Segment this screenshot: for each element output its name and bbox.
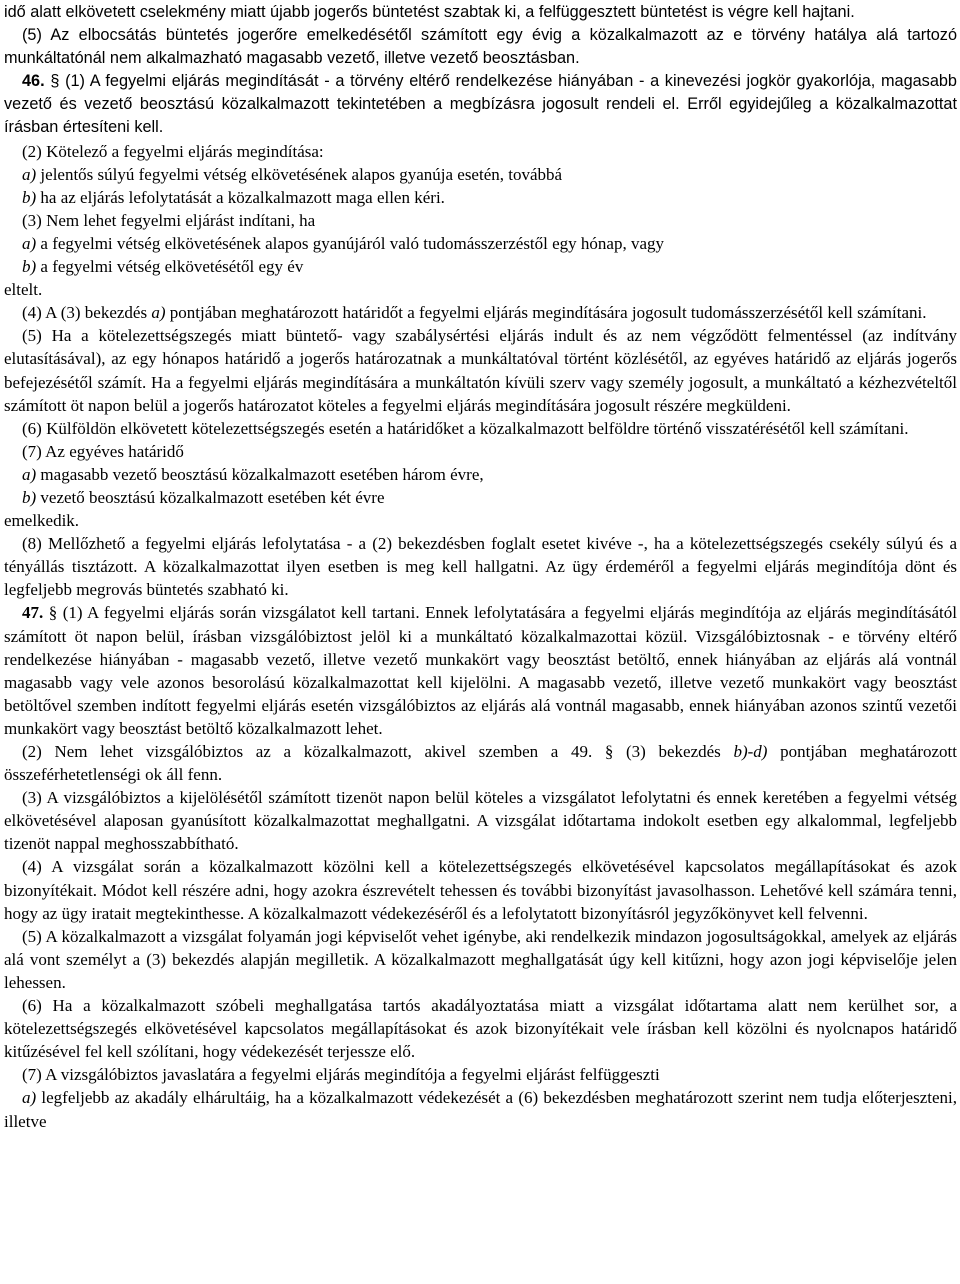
paragraph-text: (8) Mellőzhető a fegyelmi eljárás lefolytatása - a (2) bekezdésben foglalt esetet kivéve -, ha a kötelezettségszegés csekély súlyú és a tényállás tisztázott. A közalkalmazottat ilyen esetben is meg kell hallgatni. Az ügy érdeméről a fegyelmi eljárás megindítója dönt és legfeljebb megrovás büntetés szabható ki. xyxy=(4,534,957,600)
paragraph-text: § (1) A fegyelmi eljárás során vizsgálatot kell tartani. Ennek lefolytatására a fegyelmi eljárás megindítója az eljárás megindításától számított öt napon belül, írásban vizsgálóbiztost jelöl ki a munkáltató közalkalmazottai közül. Vizsgálóbiztosnak - e törvény eltérő rendelkezése hiányában - magasabb vezető, illetve vezető munkakört vagy beosztást betöltő, ennek hiányában az eljárás alá vontnál magasabb vagy vele azonos besorolású közalkalmazottat kell kijelölni. A magasabb vezető, illetve vezető munkakört vagy beosztást betöltővel szemben indított fegyelmi eljárás esetén vizsgálóbiztos az eljárás alá vontnál magasabb, ennek hiányában azonos szintű vezetői munkakört vagy beosztást betöltő közalkalmazott lehet. xyxy=(4,603,957,738)
paragraph-text: eltelt. xyxy=(4,280,43,300)
paragraph xyxy=(4,1,957,24)
section-number: 47. xyxy=(22,603,44,623)
paragraph xyxy=(4,440,957,463)
paragraph-text: (6) Külföldön elkövetett kötelezettségszegés esetén a határidőket a közalkalmazott belföldre történő visszatérésétől kell számítani. xyxy=(22,418,909,438)
paragraph xyxy=(4,532,957,601)
paragraph xyxy=(4,1086,957,1132)
paragraph xyxy=(4,740,957,786)
point-label: a) xyxy=(22,164,37,184)
paragraph-text: (7) Az egyéves határidő xyxy=(22,441,184,461)
paragraph-text: magasabb vezető beosztású közalkalmazott esetében három évre, xyxy=(36,464,484,484)
paragraph-text: legfeljebb az akadály elhárultáig, ha a közalkalmazott védekezését a (6) bekezdésben meghatározott szerint nem tudja előterjeszteni, illetve xyxy=(4,1088,957,1131)
paragraph-text: emelkedik. xyxy=(4,511,80,531)
paragraph-text: (7) A vizsgálóbiztos javaslatára a fegyelmi eljárás megindítója a fegyelmi eljárást felfüggeszti xyxy=(22,1065,660,1085)
section-number: 46. xyxy=(22,72,45,91)
paragraph xyxy=(4,209,957,232)
paragraph-text: (4) A vizsgálat során a közalkalmazott közölni kell a kötelezettségszegés elkövetésével kapcsolatos megállapításokat és azok bizonyítékait. Módot kell részére adni, hogy azokra észrevételt tehessen és további bizonyítást javasolhasson. Lehetővé kell számára tenni, hogy az ügy iratait megtekinthesse. A közalkalmazott védekezéséről és a lefolytatott bizonyításról jegyzőkönyvet kell felvenni. xyxy=(4,857,957,923)
paragraph xyxy=(4,255,957,278)
paragraph xyxy=(4,463,957,486)
paragraph xyxy=(4,855,957,924)
paragraph-text: ha az eljárás lefolytatását a közalkalmazott maga ellen kéri. xyxy=(36,187,445,207)
paragraph-text: (5) Ha a kötelezettségszegés miatt büntető- vagy szabálysértési eljárás indult és az nem végződött felmentéssel (az indítvány elutasításával), az egy hónapos határidő a jogerős határozatnak a munkáltatóval történt közlésétől, az egyéves határidő az eljárás jogerős befejezésétől számít. Ha a fegyelmi eljárás megindítására a munkáltatón kívüli szerv vagy személy jogosult, a munkáltató a kézhezvételtől számított öt napon belül a jogerős határozatot köteles a fegyelmi eljárás megindítására jogosult részére megküldeni. xyxy=(4,326,957,415)
point-label: a) xyxy=(22,1088,37,1108)
paragraph-text: (6) Ha a közalkalmazott szóbeli meghallgatása tartós akadályoztatása miatt a vizsgálat időtartama alatt nem kerülhet sor, a kötelezettségszegés elkövetésével kapcsolatos megállapításokat és azok bizonyítékait vele írásban kell közölni és nyolcnapos határidő kitűzésével fel kell szólítani, hogy védekezését terjessze elő. xyxy=(4,996,957,1062)
paragraph-text: pontjában meghatározott összeférhetetlenségi ok áll fenn. xyxy=(4,742,957,785)
paragraph xyxy=(4,278,957,301)
paragraph xyxy=(4,486,957,509)
paragraph-text: a fegyelmi vétség elkövetésétől egy év xyxy=(36,257,304,277)
paragraph xyxy=(4,186,957,209)
paragraph xyxy=(4,232,957,255)
paragraph xyxy=(4,1063,957,1086)
paragraph xyxy=(4,601,957,740)
paragraph-text: (3) A vizsgálóbiztos a kijelölésétől számított tizenöt napon belül köteles a vizsgálatot lefolytatni és ennek keretében a fegyelmi vétség elkövetésével alaposan gyanúsított közalkalmazottat meghallgatni. A vizsgálat időtartama indokolt esetben egy alkalommal, legfeljebb tizenöt nappal meghosszabbítható. xyxy=(4,788,957,854)
paragraph xyxy=(4,301,957,324)
paragraph-text: a fegyelmi vétség elkövetésének alapos gyanújáról való tudomásszerzéstől egy hónap, vagy xyxy=(36,233,665,253)
point-label: a) xyxy=(22,464,37,484)
paragraph-text: jelentős súlyú fegyelmi vétség elkövetésének alapos gyanúja esetén, továbbá xyxy=(36,164,563,184)
point-label: a) xyxy=(22,233,37,253)
document-body xyxy=(4,1,957,1133)
paragraph xyxy=(4,140,957,163)
paragraph-text: § (1) A fegyelmi eljárás megindítását - a törvény eltérő rendelkezése hiányában - a kinevezési jogkör gyakorlója, magasabb vezető és vezető beosztású közalkalmazott tekintetében a megbízásra jogosult rendeli el. Erről egyidejűleg a közalkalmazottat írásban értesíteni kell. xyxy=(4,72,957,137)
paragraph xyxy=(4,786,957,855)
paragraph xyxy=(4,24,957,70)
paragraph-text: vezető beosztású közalkalmazott esetében két évre xyxy=(36,487,385,507)
point-label: b)-d) xyxy=(733,742,768,761)
paragraph-text: (5) Az elbocsátás büntetés jogerőre emelkedésétől számított egy évig a közalkalmazott az e törvény hatálya alá tartozó munkáltatónál nem alkalmazható magasabb vezető, illetve vezető beosztásban. xyxy=(4,26,957,68)
paragraph-text: (5) A közalkalmazott a vizsgálat folyamán jogi képviselőt vehet igénybe, aki rendelkezik mindazon jogosultságokkal, amelyek az eljárás alá vont személyt a (3) bekezdés alapján megilletik. A közalkalmazott meghallgatását úgy kell kitűzni, hogy azon jogi képviselője jelen lehessen. xyxy=(4,926,957,992)
paragraph-text: idő alatt elkövetett cselekmény miatt újabb jogerős büntetést szabtak ki, a felfüggesztett büntetést is végre kell hajtani. xyxy=(4,3,855,21)
paragraph xyxy=(4,417,957,440)
paragraph xyxy=(4,925,957,994)
paragraph-text: (2) Kötelező a fegyelmi eljárás megindítása: xyxy=(22,141,324,161)
paragraph xyxy=(4,70,957,139)
point-label: b) xyxy=(22,257,37,277)
paragraph-text: (4) A (3) bekezdés xyxy=(22,303,152,323)
point-label: b) xyxy=(22,487,37,507)
paragraph-text: (3) Nem lehet fegyelmi eljárást indítani, ha xyxy=(22,210,316,230)
point-label: b) xyxy=(22,187,37,207)
paragraph-text: pontjában meghatározott határidőt a fegyelmi eljárás megindítására jogosult tudomásszerzésétől kell számítani. xyxy=(165,303,927,323)
paragraph-text: (2) Nem lehet vizsgálóbiztos az a közalkalmazott, akivel szemben a 49. § (3) bekezdés xyxy=(22,742,734,761)
point-label: a) xyxy=(151,303,166,323)
paragraph xyxy=(4,163,957,186)
paragraph xyxy=(4,324,957,416)
paragraph xyxy=(4,509,957,532)
paragraph xyxy=(4,994,957,1063)
